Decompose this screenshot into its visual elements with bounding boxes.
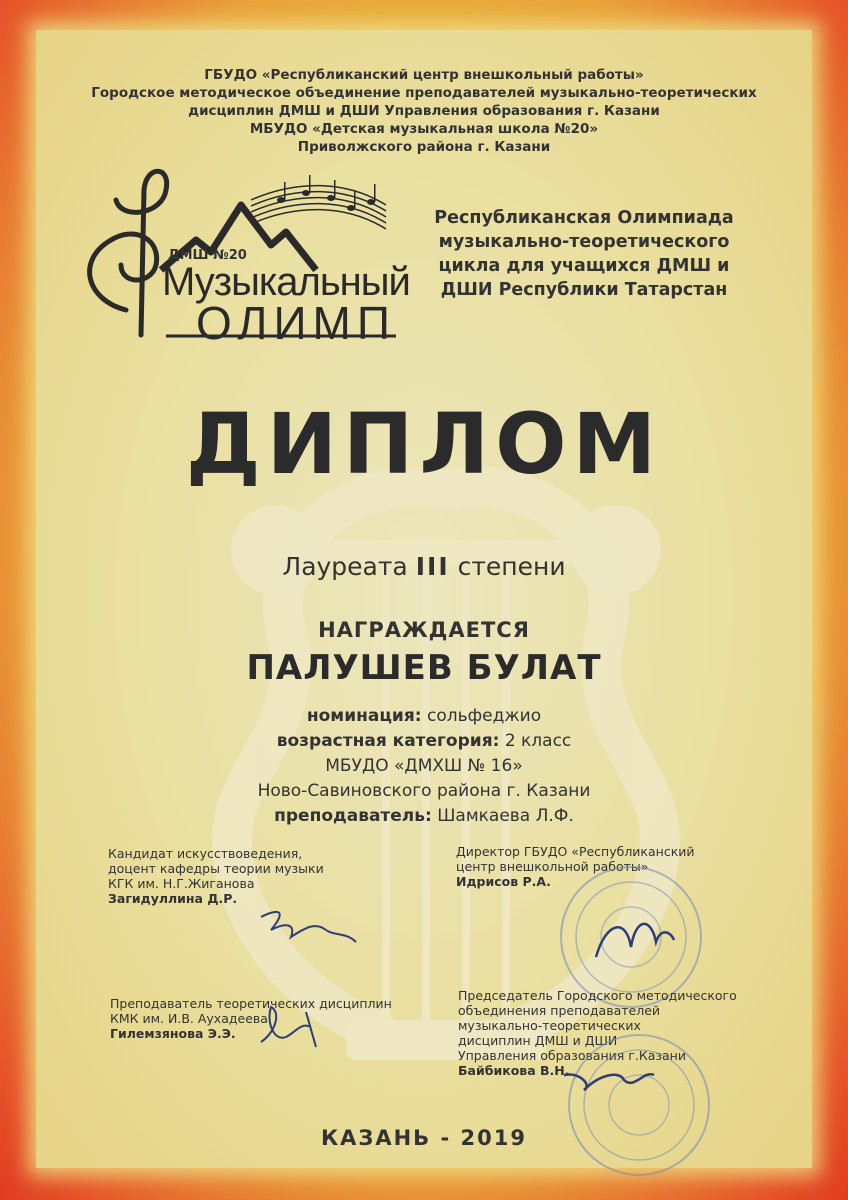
header-line: МБУДО «Детская музыкальная школа №20» <box>249 121 599 137</box>
olympus-logo <box>66 160 410 349</box>
header-line: Приволжского района г. Казани <box>297 139 551 155</box>
signatory-title: КМК им. И.В. Аухадеева <box>110 1011 268 1026</box>
signatory-title: Преподаватель теоретических дисциплин <box>110 996 392 1011</box>
city-year: КАЗАНЬ - 2019 <box>321 1126 527 1150</box>
award-details <box>36 704 812 829</box>
header-line: ГБУДО «Республиканский центр внешкольный работы» <box>204 67 644 83</box>
organizer-header <box>36 66 812 156</box>
signatory-1 <box>108 846 428 906</box>
teacher-row <box>36 804 812 829</box>
signatory-name: Байбикова В.Н. <box>458 1063 570 1078</box>
teacher-value: Шамкаева Л.Ф. <box>437 806 574 826</box>
diploma-body <box>36 30 812 1168</box>
olympiad-line: цикла для учащихся ДМШ и <box>438 256 730 276</box>
signatory-title: Кандидат искусствоведения, <box>108 846 303 861</box>
diploma-title: ДИПЛОМ <box>185 395 663 493</box>
signatory-title: КГК им. Н.Г.Жиганова <box>108 876 255 891</box>
signatory-title: Председатель Городского методического <box>458 988 737 1003</box>
signatory-title: Директор ГБУДО «Республиканский <box>456 844 695 859</box>
age-label: возрастная категория: <box>276 731 500 751</box>
signatory-name: Гилемзянова Э.Э. <box>110 1026 236 1041</box>
nomination-label: номинация: <box>306 706 422 726</box>
logo-word-musical: Музыкальный <box>162 260 410 304</box>
handwritten-signature-3 <box>256 1002 336 1052</box>
signatory-title: дисциплин ДМШ и ДШИ <box>458 1033 618 1048</box>
olympiad-line: Республиканская Олимпиада <box>434 208 734 228</box>
age-value: 2 класс <box>504 731 572 751</box>
logo-word-olymp: ОЛИМП <box>196 297 396 349</box>
teacher-label: преподаватель: <box>274 806 432 826</box>
awarded-label: НАГРАЖДАЕТСЯ <box>318 618 530 642</box>
olympiad-line: музыкально-теоретического <box>438 232 730 252</box>
recipient-name: ПАЛУШЕВ БУЛАТ <box>246 648 602 688</box>
signatory-title: Управления образования г.Казани <box>458 1048 686 1063</box>
signatory-title: объединения преподавателей <box>458 1003 661 1018</box>
signatory-title: музыкально-теоретических <box>458 1018 641 1033</box>
school-row: МБУДО «ДМХШ № 16» <box>325 756 523 776</box>
olympiad-title <box>404 206 764 302</box>
logo-school: ДМШ №20 <box>168 248 247 263</box>
nomination-value: сольфеджио <box>426 706 542 726</box>
signatory-name: Загидуллина Д.Р. <box>108 891 238 906</box>
header-line: Городское методическое объединение преподавателей музыкально-теоретических <box>91 85 757 101</box>
handwritten-signature-1 <box>256 902 366 952</box>
signatory-title: доцент кафедры теории музыки <box>108 861 324 876</box>
signatory-title: центр внешкольной работы» <box>456 859 649 874</box>
age-row <box>36 729 812 754</box>
degree-suffix: степени <box>457 552 566 581</box>
district-row: Ново-Савиновского района г. Казани <box>257 781 591 801</box>
olympiad-line: ДШИ Республики Татарстан <box>440 280 728 300</box>
laureate-degree <box>36 552 812 581</box>
signatory-name: Идрисов Р.А. <box>456 874 551 889</box>
round-stamp-2 <box>564 1030 714 1180</box>
header-line: дисциплин ДМШ и ДШИ Управления образования г. Казани <box>188 103 660 119</box>
degree-level: III <box>415 552 450 581</box>
degree-prefix: Лауреата <box>282 552 408 581</box>
nomination-row <box>36 704 812 729</box>
